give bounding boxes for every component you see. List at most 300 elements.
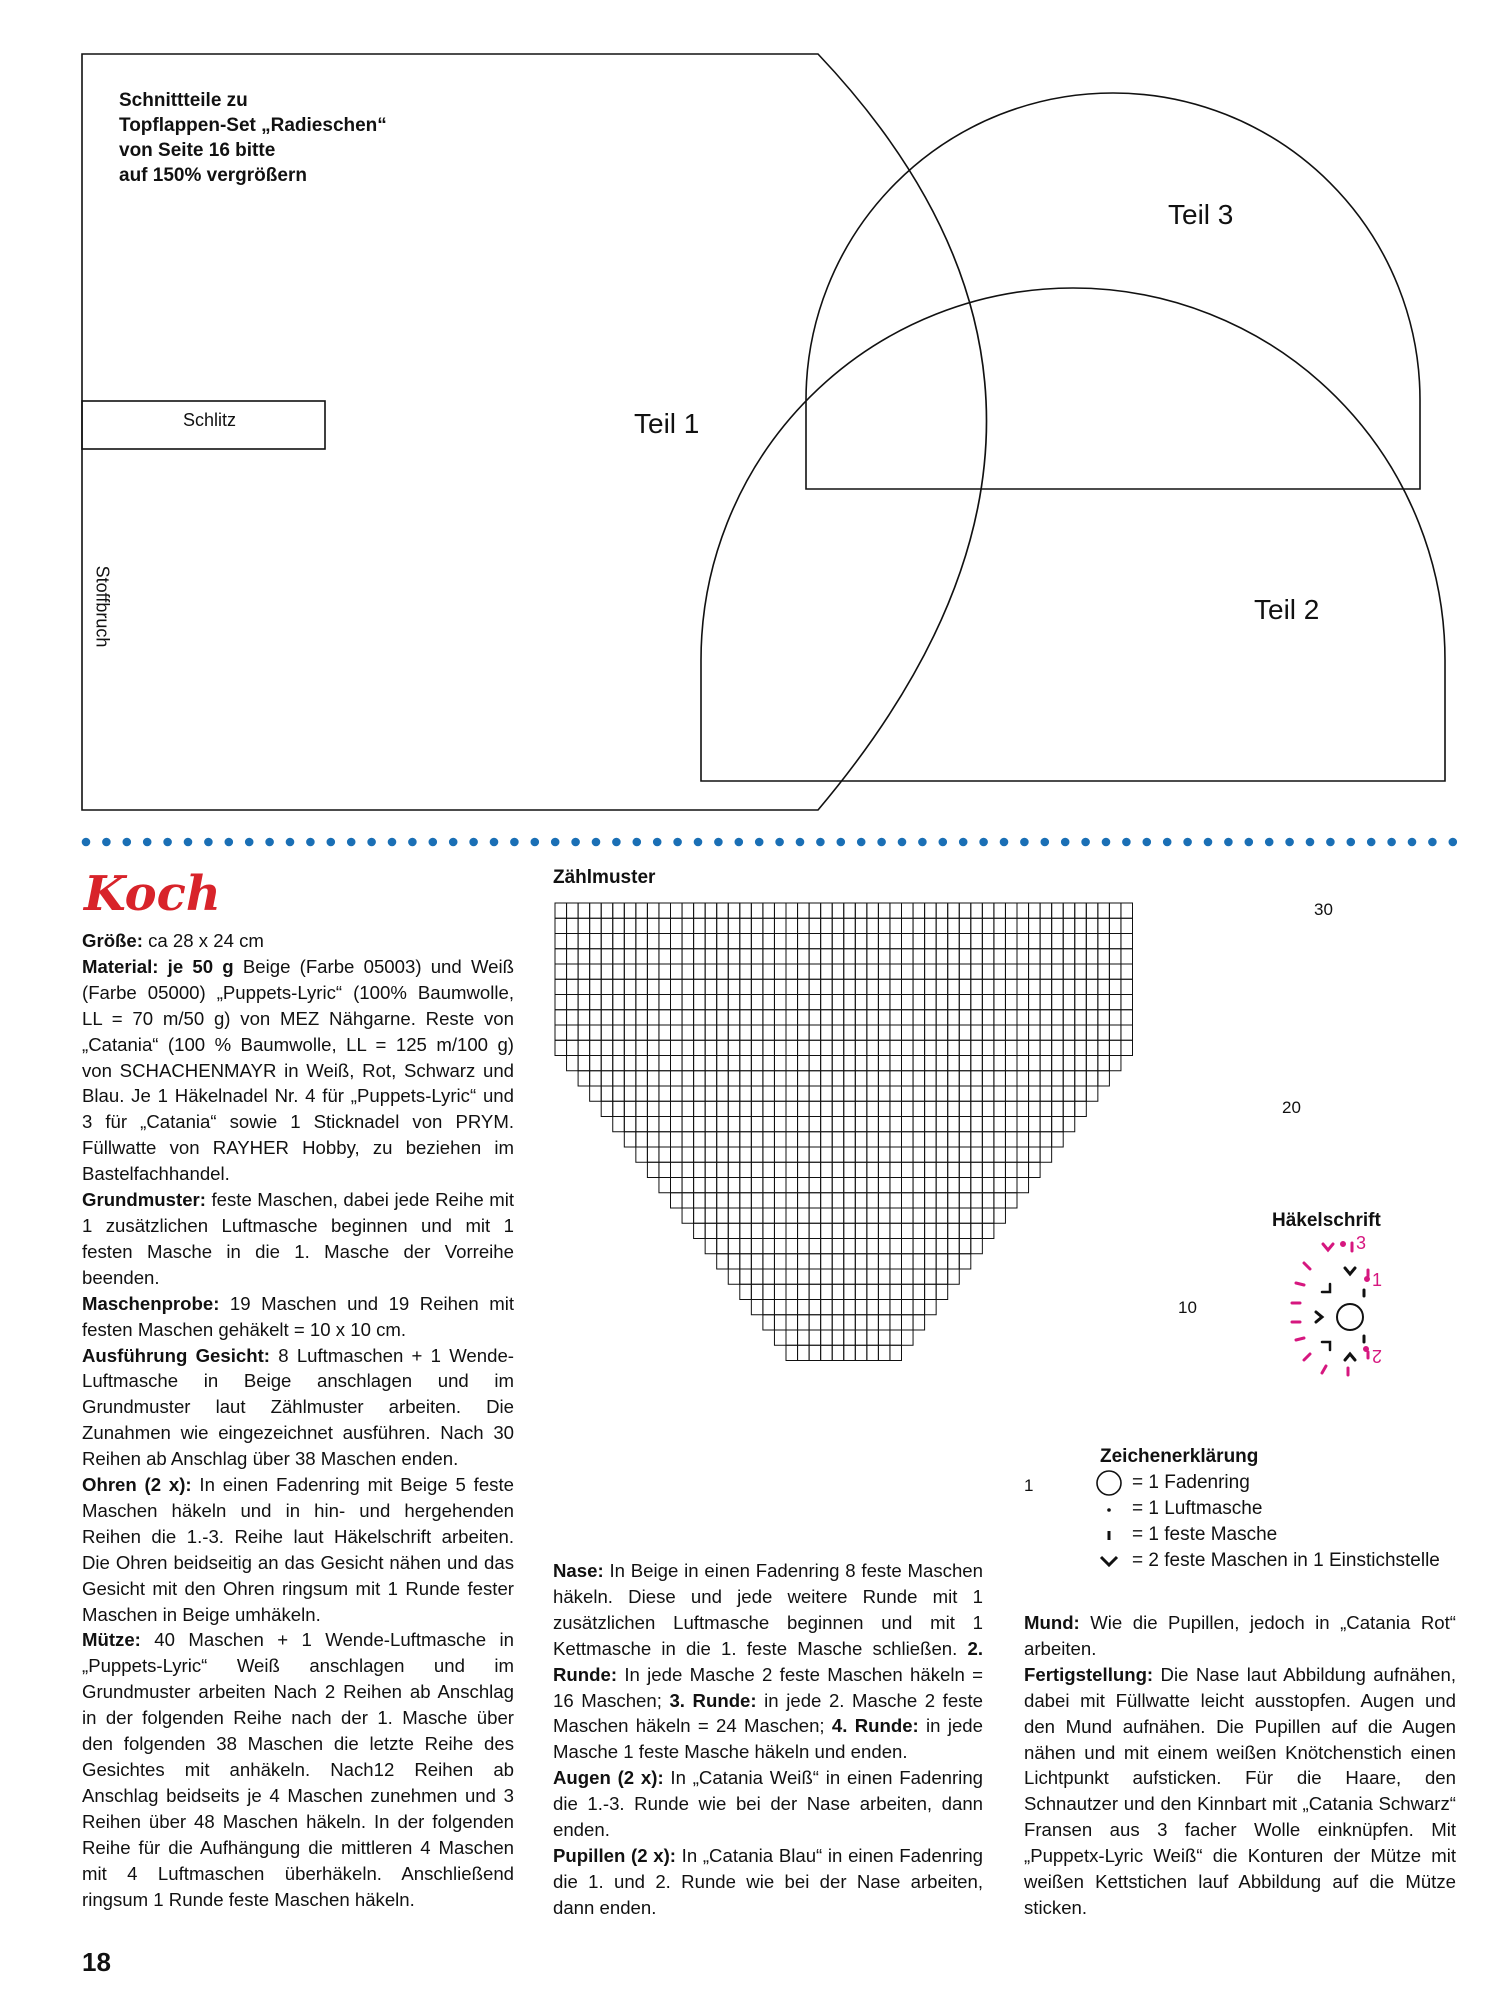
grid-cell — [809, 1284, 821, 1299]
grid-cell — [798, 1025, 810, 1040]
grid-cell — [1005, 934, 1017, 949]
grid-cell — [902, 949, 914, 964]
grid-cell — [809, 1025, 821, 1040]
grid-cell — [555, 1040, 567, 1055]
grid-cell — [925, 1178, 937, 1193]
divider-dot — [510, 838, 519, 847]
grid-cell — [994, 934, 1006, 949]
grid-cell — [832, 1056, 844, 1071]
grid-cell — [809, 1056, 821, 1071]
grid-cell — [844, 1086, 856, 1101]
grid-cell — [913, 903, 925, 918]
grid-cell — [925, 1132, 937, 1147]
grid-cell — [786, 1223, 798, 1238]
grid-cell — [1121, 1025, 1133, 1040]
grid-cell — [948, 949, 960, 964]
grid-cell — [682, 979, 694, 994]
grid-cell — [1052, 1056, 1064, 1071]
grid-cell — [913, 949, 925, 964]
bar-icon — [1094, 1522, 1124, 1548]
grid-cell — [832, 918, 844, 933]
grid-cell — [774, 995, 786, 1010]
grid-cell — [925, 995, 937, 1010]
legend-title: Zeichenerklärung — [1100, 1446, 1259, 1467]
grid-cell — [798, 934, 810, 949]
grid-cell — [671, 1178, 683, 1193]
grid-cell — [867, 949, 879, 964]
grid-cell — [913, 918, 925, 933]
grid-cell — [832, 1300, 844, 1315]
grid-cell — [624, 949, 636, 964]
grid-cell — [1098, 979, 1110, 994]
grid-cell — [936, 1117, 948, 1132]
divider-dot — [857, 838, 866, 847]
grid-row — [555, 1040, 1133, 1055]
grid-cell — [751, 964, 763, 979]
grid-cell — [878, 1056, 890, 1071]
grid-cell — [936, 1132, 948, 1147]
grid-cell — [809, 1040, 821, 1055]
grid-cell — [878, 1071, 890, 1086]
grid-cell — [1017, 1147, 1029, 1162]
grid-cell — [717, 1178, 729, 1193]
grid-cell — [682, 964, 694, 979]
grid-cell — [624, 934, 636, 949]
grid-cell — [1040, 934, 1052, 949]
grid-cell — [1040, 964, 1052, 979]
grid-cell — [751, 1284, 763, 1299]
grid-cell — [798, 979, 810, 994]
divider-dot — [245, 838, 254, 847]
grid-cell — [867, 1330, 879, 1345]
divider-dot — [775, 838, 784, 847]
grid-cell — [925, 1269, 937, 1284]
teil2-label: Teil 2 — [1254, 594, 1320, 625]
grid-cell — [578, 1010, 590, 1025]
instructions-column-3 — [1024, 1610, 1456, 1921]
grid-cell — [902, 1086, 914, 1101]
grid-cell — [844, 979, 856, 994]
grid-cell — [728, 964, 740, 979]
divider-dot — [204, 838, 213, 847]
grid-cell — [994, 1025, 1006, 1040]
grid-cell — [1040, 1086, 1052, 1101]
grid-cell — [890, 918, 902, 933]
grid-cell — [959, 918, 971, 933]
grid-cell — [578, 995, 590, 1010]
grid-cell — [959, 995, 971, 1010]
grid-cell — [844, 1010, 856, 1025]
grid-cell — [671, 1117, 683, 1132]
grid-cell — [774, 1178, 786, 1193]
grid-cell — [936, 1254, 948, 1269]
grid-cell — [936, 1010, 948, 1025]
grid-cell — [1086, 1086, 1098, 1101]
grid-cell — [902, 934, 914, 949]
grid-cell — [982, 1223, 994, 1238]
grid-cell — [832, 979, 844, 994]
grid-cell — [1063, 934, 1075, 949]
grid-cell — [1052, 1010, 1064, 1025]
grid-cell — [821, 964, 833, 979]
grid-cell — [601, 1056, 613, 1071]
grid-cell — [809, 1101, 821, 1116]
divider-dot — [633, 838, 642, 847]
paragraph-text: ca 28 x 24 cm — [142, 930, 264, 951]
grid-cell — [717, 1162, 729, 1177]
grid-cell — [971, 1010, 983, 1025]
grid-cell — [821, 1239, 833, 1254]
grid-cell — [717, 1101, 729, 1116]
grid-cell — [636, 1101, 648, 1116]
grid-cell — [982, 1056, 994, 1071]
grid-cell — [786, 1269, 798, 1284]
grid-cell — [1109, 995, 1121, 1010]
grid-cell — [1098, 1071, 1110, 1086]
grid-cell — [786, 1056, 798, 1071]
grid-cell — [578, 979, 590, 994]
grid-cell — [567, 995, 579, 1010]
grid-cell — [774, 1208, 786, 1223]
grid-cell — [647, 1132, 659, 1147]
grid-cell — [948, 1223, 960, 1238]
grid-cell — [959, 1056, 971, 1071]
grid-cell — [1040, 1025, 1052, 1040]
grid-cell — [763, 1254, 775, 1269]
grid-cell — [659, 1162, 671, 1177]
grid-cell — [601, 1010, 613, 1025]
grid-cell — [601, 949, 613, 964]
grid-cell — [613, 1010, 625, 1025]
grid-cell — [1052, 995, 1064, 1010]
grid-cell — [682, 949, 694, 964]
grid-cell — [624, 1086, 636, 1101]
grid-cell — [959, 1239, 971, 1254]
grid-row — [763, 1315, 925, 1330]
grid-cell — [567, 1025, 579, 1040]
grid-cell — [567, 918, 579, 933]
grid-cell — [786, 918, 798, 933]
grid-cell — [786, 1040, 798, 1055]
grid-cell — [567, 934, 579, 949]
paragraph-label: Augen (2 x): — [553, 1767, 664, 1789]
grid-cell — [855, 964, 867, 979]
grid-cell — [555, 934, 567, 949]
grid-cell — [786, 1147, 798, 1162]
grid-cell — [1063, 979, 1075, 994]
grid-cell — [717, 1254, 729, 1269]
grid-cell — [694, 1178, 706, 1193]
grid-cell — [832, 1147, 844, 1162]
grid-cell — [832, 1223, 844, 1238]
grid-cell — [1052, 979, 1064, 994]
grid-cell — [913, 995, 925, 1010]
grid-cell — [740, 1178, 752, 1193]
divider-dot — [490, 838, 499, 847]
grid-cell — [728, 1162, 740, 1177]
grid-cell — [613, 1025, 625, 1040]
grid-cell — [1017, 1132, 1029, 1147]
grid-cell — [948, 1010, 960, 1025]
grid-cell — [774, 1284, 786, 1299]
grid-cell — [982, 1071, 994, 1086]
grid-cell — [751, 1132, 763, 1147]
legend-text: = 1 feste Masche — [1132, 1524, 1278, 1545]
grid-cell — [774, 979, 786, 994]
grid-cell — [855, 979, 867, 994]
divider-dot — [1449, 838, 1458, 847]
grid-cell — [682, 934, 694, 949]
grid-cell — [1040, 1056, 1052, 1071]
grid-cell — [890, 1086, 902, 1101]
grid-cell — [659, 1025, 671, 1040]
grid-cell — [925, 1086, 937, 1101]
grid-cell — [590, 995, 602, 1010]
grid-cell — [682, 1117, 694, 1132]
grid-cell — [694, 1040, 706, 1055]
grid-cell — [1005, 1056, 1017, 1071]
grid-cell — [798, 1010, 810, 1025]
grid-cell — [601, 903, 613, 918]
grid-cell — [890, 1071, 902, 1086]
grid-cell — [786, 1315, 798, 1330]
grid-cell — [1063, 949, 1075, 964]
grid-cell — [786, 1117, 798, 1132]
grid-cell — [578, 934, 590, 949]
grid-cell — [959, 1162, 971, 1177]
grid-cell — [1029, 1101, 1041, 1116]
paragraph — [1024, 1610, 1456, 1662]
grid-cell — [1052, 934, 1064, 949]
grid-cell — [740, 1101, 752, 1116]
grid-cell — [867, 934, 879, 949]
grid-cell — [751, 934, 763, 949]
divider-dot — [102, 838, 111, 847]
grid-cell — [1086, 964, 1098, 979]
grid-cell — [948, 1239, 960, 1254]
zaehlmuster-title: Zählmuster — [553, 867, 656, 888]
legend-item — [1094, 1548, 1440, 1574]
grid-cell — [555, 979, 567, 994]
grid-cell — [1063, 903, 1075, 918]
grid-cell — [774, 949, 786, 964]
grid-cell — [821, 1178, 833, 1193]
grid-cell — [994, 1147, 1006, 1162]
grid-cell — [705, 1147, 717, 1162]
grid-cell — [878, 1239, 890, 1254]
grid-cell — [705, 1208, 717, 1223]
grid-cell — [1052, 1117, 1064, 1132]
grid-cell — [809, 934, 821, 949]
grid-cell — [740, 934, 752, 949]
grid-row — [774, 1330, 913, 1345]
grid-cell — [786, 1071, 798, 1086]
grid-cell — [659, 1056, 671, 1071]
grid-cell — [1075, 1071, 1087, 1086]
grid-cell — [809, 1269, 821, 1284]
grid-cell — [936, 1284, 948, 1299]
grid-cell — [855, 1193, 867, 1208]
grid-cell — [1017, 1117, 1029, 1132]
legend-text: = 2 feste Maschen in 1 Einstichstelle — [1132, 1550, 1440, 1571]
grid-cell — [647, 1147, 659, 1162]
grid-cell — [913, 1254, 925, 1269]
grid-cell — [1075, 934, 1087, 949]
divider-dot — [1122, 838, 1131, 847]
grid-cell — [705, 1040, 717, 1055]
grid-row — [740, 1284, 948, 1299]
grid-cell — [647, 918, 659, 933]
paragraph-label: Pupillen (2 x): — [553, 1844, 676, 1866]
paragraph-label: Material: je 50 g — [82, 955, 234, 977]
grid-cell — [1029, 979, 1041, 994]
grid-cell — [763, 1269, 775, 1284]
grid-cell — [902, 1269, 914, 1284]
divider-dot — [1326, 838, 1335, 847]
grid-cell — [844, 1208, 856, 1223]
grid-cell — [959, 949, 971, 964]
grid-cell — [705, 1025, 717, 1040]
fadenring-symbol — [1337, 1304, 1363, 1330]
grid-cell — [647, 995, 659, 1010]
paragraph-label: Mütze: — [82, 1629, 141, 1651]
grid-cell — [971, 964, 983, 979]
grid-cell — [890, 934, 902, 949]
grid-cell — [855, 1208, 867, 1223]
grid-cell — [647, 1071, 659, 1086]
grid-cell — [694, 1056, 706, 1071]
grid-cell — [555, 995, 567, 1010]
grid-cell — [1005, 979, 1017, 994]
grid-cell — [601, 1040, 613, 1055]
grid-cell — [1086, 918, 1098, 933]
paragraph-text: Wie die Pupillen, jedoch in „Catania Rot“ arbeiten. — [1024, 1612, 1456, 1659]
grid-cell — [994, 1071, 1006, 1086]
grid-cell — [717, 979, 729, 994]
grid-cell — [590, 949, 602, 964]
grid-cell — [1029, 949, 1041, 964]
grid-cell — [728, 1056, 740, 1071]
grid-cell — [878, 1300, 890, 1315]
grid-cell — [1052, 903, 1064, 918]
divider-dot — [1081, 838, 1090, 847]
grid-cell — [671, 903, 683, 918]
grid-cell — [809, 1193, 821, 1208]
grid-cell — [624, 1101, 636, 1116]
grid-cell — [994, 979, 1006, 994]
grid-cell — [1005, 1086, 1017, 1101]
grid-cell — [694, 1147, 706, 1162]
grid-cell — [948, 1040, 960, 1055]
divider-dot — [571, 838, 580, 847]
grid-cell — [1098, 903, 1110, 918]
grid-cell — [751, 1162, 763, 1177]
grid-cell — [832, 1178, 844, 1193]
grid-cell — [855, 1269, 867, 1284]
grid-cell — [798, 1040, 810, 1055]
grid-cell — [844, 964, 856, 979]
grid-cell — [1005, 1117, 1017, 1132]
grid-cell — [982, 1040, 994, 1055]
grid-cell — [1005, 1132, 1017, 1147]
grid-cell — [578, 1040, 590, 1055]
grid-cell — [798, 903, 810, 918]
grid-cell — [659, 1147, 671, 1162]
grid-cell — [1029, 1162, 1041, 1177]
divider-dot — [1061, 838, 1070, 847]
paragraph-label: Mund: — [1024, 1612, 1080, 1633]
grid-cell — [1098, 934, 1110, 949]
grid-cell — [902, 1330, 914, 1345]
grid-cell — [786, 1345, 798, 1360]
grid-cell — [890, 1345, 902, 1360]
grid-cell — [878, 1284, 890, 1299]
grid-cell — [728, 1254, 740, 1269]
grid-cell — [982, 1193, 994, 1208]
grid-row — [671, 1193, 1018, 1208]
grid-cell — [867, 1315, 879, 1330]
grid-row — [636, 1147, 1052, 1162]
grid-cell — [913, 934, 925, 949]
grid-cell — [740, 1269, 752, 1284]
grid-cell — [982, 979, 994, 994]
grid-cell — [763, 1208, 775, 1223]
grid-cell — [902, 1315, 914, 1330]
grid-cell — [913, 1056, 925, 1071]
grid-cell — [902, 995, 914, 1010]
grid-cell — [948, 979, 960, 994]
grid-cell — [555, 949, 567, 964]
grid-cell — [717, 1223, 729, 1238]
grid-cell — [1075, 1101, 1087, 1116]
grid-cell — [925, 1025, 937, 1040]
grid-cell — [1017, 934, 1029, 949]
grid-cell — [636, 1147, 648, 1162]
divider-dot — [1224, 838, 1233, 847]
grid-cell — [913, 1086, 925, 1101]
grid-cell — [751, 1178, 763, 1193]
grid-cell — [936, 995, 948, 1010]
grid-cell — [948, 1269, 960, 1284]
grid-cell — [647, 903, 659, 918]
grid-cell — [844, 995, 856, 1010]
grid-cell — [1029, 995, 1041, 1010]
paragraph — [553, 1558, 983, 1765]
grid-cell — [774, 1315, 786, 1330]
legend-item — [1094, 1496, 1440, 1522]
grid-cell — [809, 903, 821, 918]
divider-dot — [82, 838, 91, 847]
instructions-column-1 — [82, 928, 514, 1912]
grid-cell — [567, 1056, 579, 1071]
divider-dot — [898, 838, 907, 847]
grid-row — [590, 1086, 1098, 1101]
grid-cell — [601, 1086, 613, 1101]
grid-cell — [1109, 918, 1121, 933]
grid-cell — [948, 934, 960, 949]
grid-cell — [717, 1239, 729, 1254]
grid-cell — [959, 934, 971, 949]
grid-cell — [798, 1254, 810, 1269]
grid-cell — [1052, 1040, 1064, 1055]
grid-cell — [821, 949, 833, 964]
grid-cell — [832, 1071, 844, 1086]
grid-cell — [867, 1117, 879, 1132]
zaehlmuster-grid — [540, 895, 1360, 1515]
grid-cell — [774, 1040, 786, 1055]
divider-dot — [1020, 838, 1029, 847]
grid-cell — [948, 964, 960, 979]
